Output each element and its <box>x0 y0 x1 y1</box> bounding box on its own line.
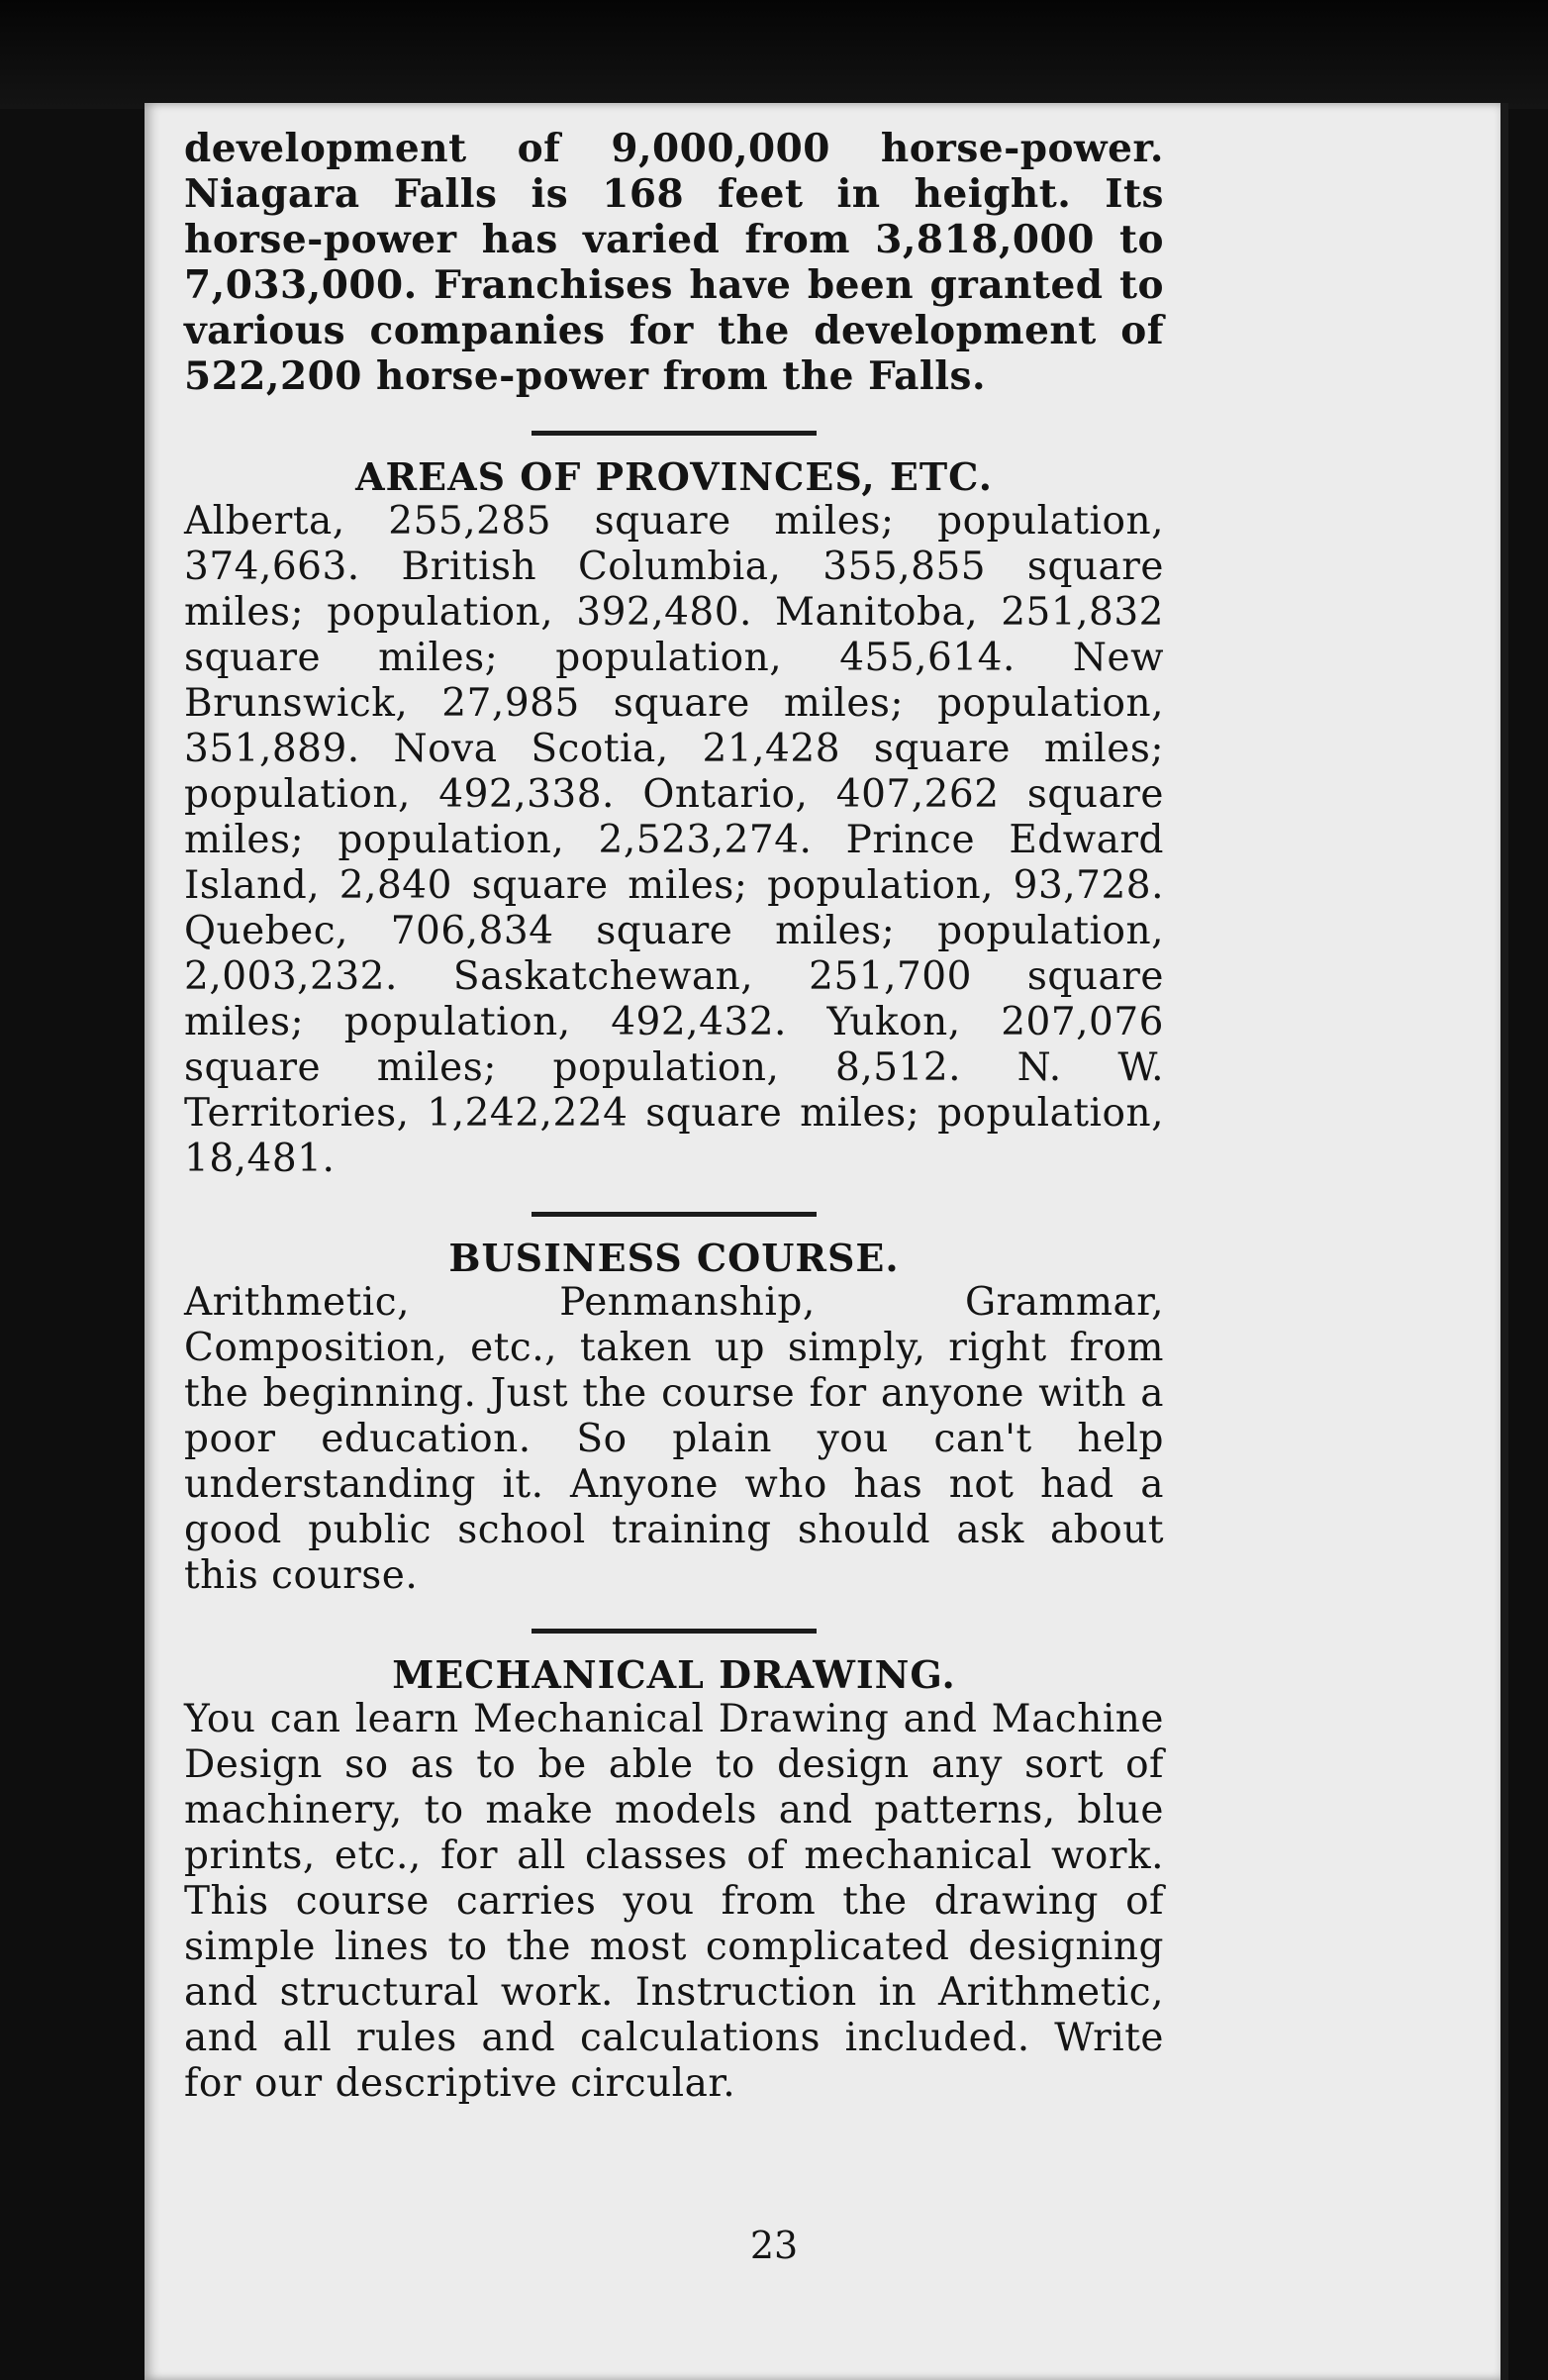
section-body-business: Arithmetic, Penmanship, Grammar, Composition, etc., taken up simply, right from the beginning. Just the course for anyone with a poor education. So plain you can't help understanding it. Anyone who has not had a good public school training should ask about this course. <box>184 1280 1164 1598</box>
section-body-areas: Alberta, 255,285 square miles; population, 374,663. British Columbia, 355,855 square miles; population, 392,480. Manitoba, 251,832 square miles; population, 455,614. New Brunswick, 27,985 square miles; population, 351,889. Nova Scotia, 21,428 square miles; population, 492,338. Ontario, 407,262 square miles; population, 2,523,274. Prince Edward Island, 2,840 square miles; population, 93,728. Quebec, 706,834 square miles; population, 2,003,232. Saskatchewan, 251,700 square miles; population, 492,432. Yukon, 207,076 square miles; population, 8,512. N. W. Territories, 1,242,224 square miles; population, 18,481. <box>184 499 1164 1181</box>
section-heading-business: BUSINESS COURSE. <box>448 1236 900 1280</box>
intro-paragraph: development of 9,000,000 horse-power. Niagara Falls is 168 feet in height. Its horse-power has varied from 3,818,000 to 7,033,000. Franchises have been granted to various companies for the development of 522,200 horse-power from the Falls. <box>184 126 1164 399</box>
section-heading-areas: AREAS OF PROVINCES, ETC. <box>355 454 993 499</box>
section-body-mechanical: You can learn Mechanical Drawing and Machine Design so as to be able to design any sort of machinery, to make models and patterns, blue prints, etc., for all classes of mechanical work. This course carries you from the drawing of simple lines to the most complicated designing and structural work. Instruction in Arithmetic, and all rules and calculations included. Write for our descriptive circular. <box>184 1697 1164 2106</box>
page-edge <box>1500 103 1508 2380</box>
scan-border-top <box>0 0 1548 109</box>
page-number: 23 <box>749 2224 799 2267</box>
section-heading-mechanical: MECHANICAL DRAWING. <box>392 1652 956 1697</box>
page-text <box>184 126 1164 2107</box>
